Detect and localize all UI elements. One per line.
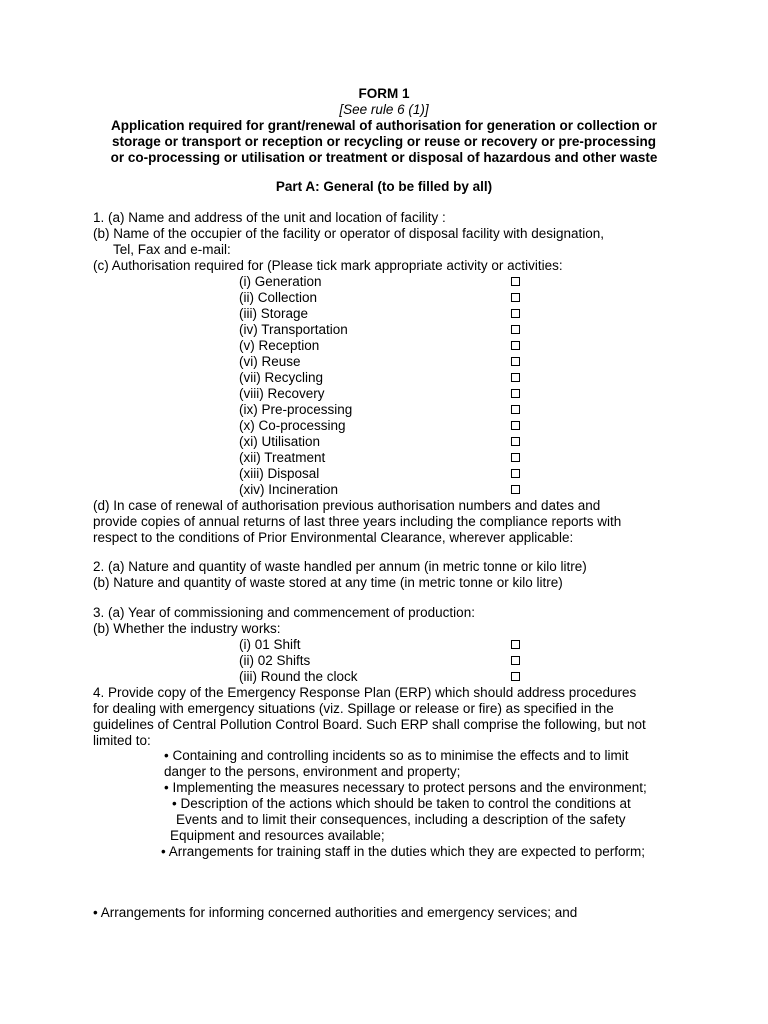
q1c-text: (c) Authorisation required for (Please tick mark appropriate activity or activities: [93,258,563,273]
activity-checkbox[interactable] [511,325,520,334]
q1a-text: 1. (a) Name and address of the unit and location of facility : [93,210,446,225]
form-heading-line: storage or transport or reception or recycling or reuse or recovery or pre-processing [112,134,656,149]
shift-checkbox[interactable] [511,640,520,649]
rule-reference: [See rule 6 (1)] [339,102,429,117]
activity-label: (xiii) Disposal [239,466,320,481]
activity-checkbox[interactable] [511,469,520,478]
activity-label: (xi) Utilisation [239,434,321,449]
activity-label: (xiv) Incineration [239,482,339,497]
erp-bullet-continuation: Events and to limit their consequences, including a description of the safety [176,812,626,827]
activity-checkbox[interactable] [511,453,520,462]
q2a-text: 2. (a) Nature and quantity of waste handled per annum (in metric tonne or kilo litre) [93,559,587,574]
activity-checkbox[interactable] [511,293,520,302]
form-heading-line: Application required for grant/renewal of authorisation for generation or collection or [110,118,658,133]
activity-checkbox[interactable] [511,389,520,398]
q3b-text: (b) Whether the industry works: [93,621,281,636]
erp-bullet-item: • Implementing the measures necessary to protect persons and the environment; [164,780,647,795]
activity-label: (vi) Reuse [239,354,301,369]
q1b-text: (b) Name of the occupier of the facility or operator of disposal facility with designation, [93,226,605,241]
erp-bullet-item: • Description of the actions which should be taken to control the conditions at [172,796,631,811]
erp-bullet-continuation: danger to the persons, environment and property; [164,764,461,779]
shift-checkbox[interactable] [511,672,520,681]
activity-label: (ii) Collection [239,290,318,305]
q4-text: 4. Provide copy of the Emergency Response Plan (ERP) which should address procedures [93,685,637,700]
form-title: FORM 1 [358,86,410,101]
q1d-text: respect to the conditions of Prior Environmental Clearance, wherever applicable: [93,530,574,545]
activity-checkbox[interactable] [511,421,520,430]
activity-checkbox[interactable] [511,485,520,494]
part-a-title: Part A: General (to be filled by all) [275,179,493,194]
activity-checkbox[interactable] [511,437,520,446]
erp-bullet-continuation: Equipment and resources available; [170,828,385,843]
activity-label: (iv) Transportation [239,322,348,337]
activity-checkbox[interactable] [511,357,520,366]
activity-label: (v) Reception [239,338,320,353]
activity-label: (i) Generation [239,274,322,289]
activity-checkbox[interactable] [511,277,520,286]
activity-label: (xii) Treatment [239,450,326,465]
q1d-text: (d) In case of renewal of authorisation previous authorisation numbers and dates and [93,498,601,513]
q4-text: limited to: [93,733,151,748]
q1b-text-contact: Tel, Fax and e-mail: [113,242,231,257]
activity-label: (viii) Recovery [239,386,325,401]
activity-label: (x) Co-processing [239,418,346,433]
activity-label: (vii) Recycling [239,370,324,385]
q1d-text: provide copies of annual returns of last three years including the compliance reports with [93,514,622,529]
activity-checkbox[interactable] [511,405,520,414]
activity-checkbox[interactable] [511,341,520,350]
activity-checkbox[interactable] [511,373,520,382]
q2b-text: (b) Nature and quantity of waste stored at any time (in metric tonne or kilo litre) [93,575,563,590]
erp-bullet-item: • Arrangements for training staff in the duties which they are expected to perform; [161,844,645,859]
activity-label: (ix) Pre-processing [239,402,353,417]
shift-label: (ii) 02 Shifts [239,653,311,668]
activity-label: (iii) Storage [239,306,309,321]
activity-checkbox[interactable] [511,309,520,318]
form-heading-line: or co-processing or utilisation or treatment or disposal of hazardous and other waste [110,150,658,165]
shift-label: (iii) Round the clock [239,669,358,684]
q4-text: for dealing with emergency situations (viz. Spillage or release or fire) as specified in the [93,701,614,716]
shift-checkbox[interactable] [511,656,520,665]
q3a-text: 3. (a) Year of commissioning and commencement of production: [93,605,475,620]
shift-label: (i) 01 Shift [239,637,301,652]
erp-bullet-item: • Arrangements for informing concerned authorities and emergency services; and [93,905,578,920]
q4-text: guidelines of Central Pollution Control Board. Such ERP shall comprise the following, but not [93,717,646,732]
erp-bullet-item: • Containing and controlling incidents so as to minimise the effects and to limit [164,748,629,763]
